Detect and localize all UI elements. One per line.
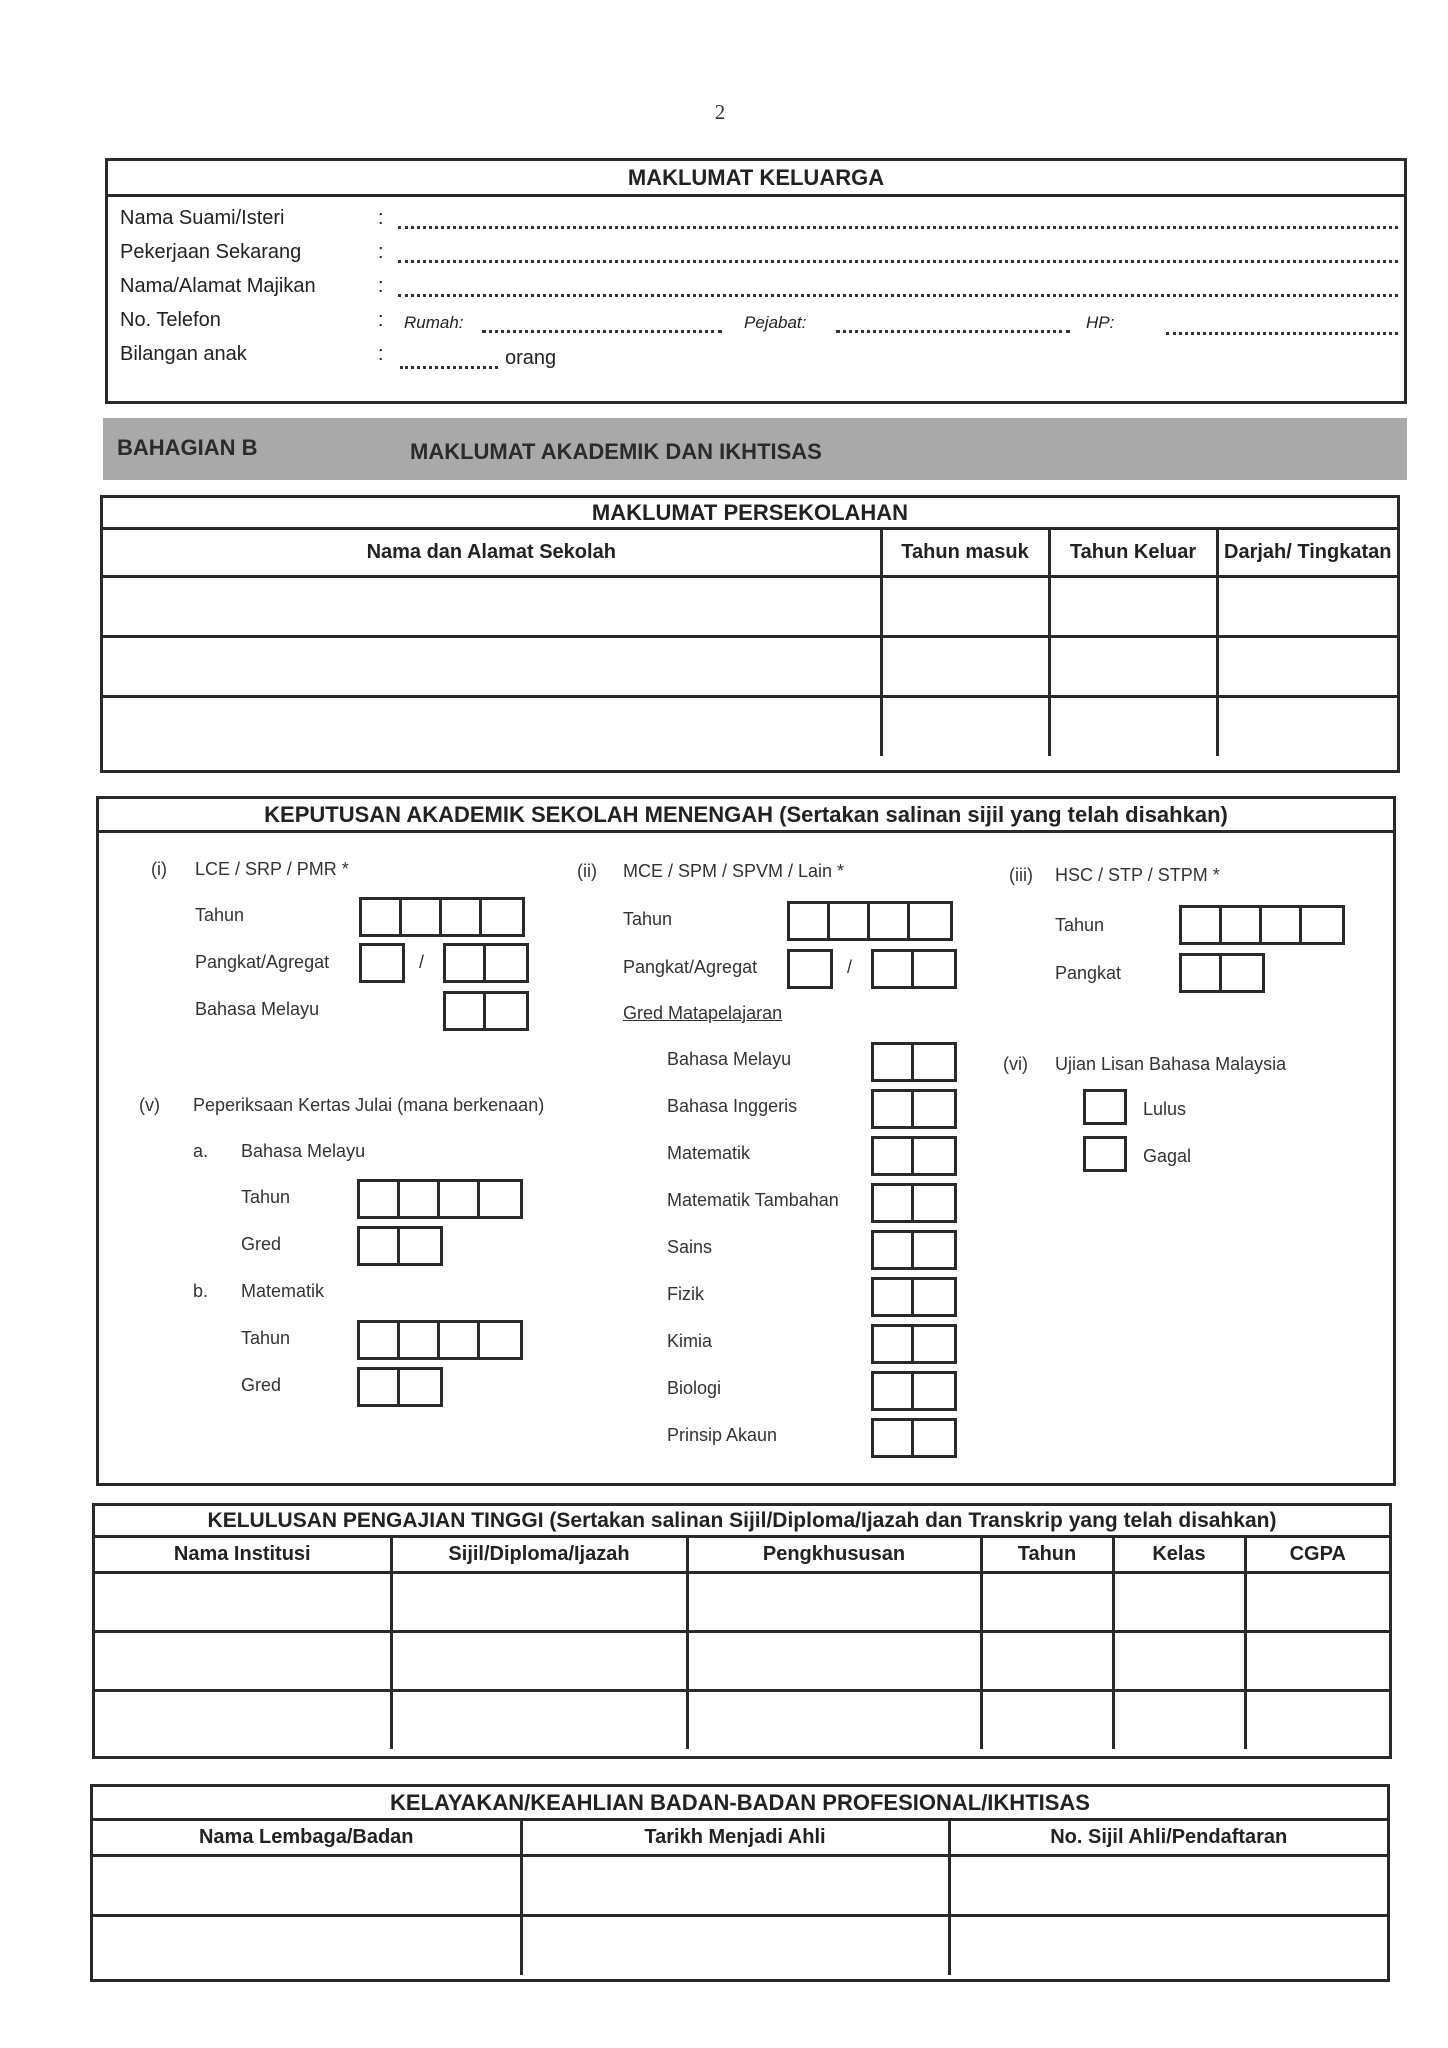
form-level-cell[interactable] <box>1217 636 1397 696</box>
upper-year-label: Tahun <box>623 909 673 929</box>
professional-header-row <box>93 1821 1387 1855</box>
section-b-title: MAKLUMAT AKADEMIK DAN IKHTISAS <box>410 439 822 464</box>
table-row <box>93 1855 1387 1915</box>
subject-grades-heading: Gred Matapelajaran <box>623 1003 783 1023</box>
section-b-header <box>103 418 1407 480</box>
certificate-no-cell[interactable] <box>949 1855 1387 1915</box>
lower-year-boxes[interactable] <box>359 897 525 937</box>
digit-box[interactable] <box>480 1323 520 1357</box>
current-job-label: Pekerjaan Sekarang <box>120 241 302 263</box>
digit-box[interactable] <box>870 904 910 938</box>
col-year: Tahun <box>981 1538 1113 1572</box>
school-name-cell[interactable] <box>103 636 881 696</box>
digit-box[interactable] <box>914 1421 954 1455</box>
subject-label: Kimia <box>667 1331 713 1351</box>
class-cell[interactable] <box>1113 1572 1245 1631</box>
col-specialization: Pengkhususan <box>687 1538 981 1572</box>
july-a-grade-label: Gred <box>241 1234 282 1254</box>
institution-cell[interactable] <box>95 1690 391 1749</box>
higher-education-section <box>92 1503 1392 1759</box>
section-b-code: BAHAGIAN B <box>117 435 258 460</box>
july-b-letter: b. <box>193 1281 209 1301</box>
year-in-cell[interactable] <box>881 636 1049 696</box>
col-institution: Nama Institusi <box>95 1538 391 1572</box>
mobile-phone-label: HP: <box>1086 313 1115 332</box>
col-certificate-no: No. Sijil Ahli/Pendaftaran <box>949 1821 1387 1855</box>
cgpa-cell[interactable] <box>1245 1572 1389 1631</box>
digit-box[interactable] <box>874 1139 914 1173</box>
body-name-cell[interactable] <box>93 1915 521 1975</box>
slash: / <box>419 952 425 972</box>
col-certificate: Sijil/Diploma/Ijazah <box>391 1538 687 1572</box>
subject-grade-boxes[interactable] <box>871 1324 957 1364</box>
digit-box[interactable] <box>362 946 402 980</box>
july-b-year-boxes[interactable] <box>357 1320 523 1360</box>
digit-box[interactable] <box>1302 908 1342 942</box>
upper-year-boxes[interactable] <box>787 901 953 941</box>
institution-cell[interactable] <box>95 1631 391 1690</box>
school-name-cell[interactable] <box>103 576 881 636</box>
digit-box[interactable] <box>914 1186 954 1220</box>
subject-label: Fizik <box>667 1284 704 1304</box>
col-cgpa: CGPA <box>1245 1538 1389 1572</box>
colon: : <box>378 241 384 263</box>
subject-label: Matematik Tambahan <box>667 1190 839 1210</box>
table-row <box>103 696 1397 756</box>
digit-box[interactable] <box>400 1182 440 1216</box>
subject-label: Sains <box>667 1237 713 1257</box>
family-info-section <box>105 158 1407 404</box>
digit-box[interactable] <box>1182 956 1222 990</box>
digit-box[interactable] <box>446 946 486 980</box>
family-info-title: MAKLUMAT KELUARGA <box>108 161 1404 197</box>
year-out-cell[interactable] <box>1049 636 1217 696</box>
digit-box[interactable] <box>874 1327 914 1361</box>
upper-title: MCE / SPM / SPVM / Lain * <box>623 861 845 881</box>
digit-box[interactable] <box>400 1370 440 1404</box>
school-name-cell[interactable] <box>103 696 881 756</box>
digit-box[interactable] <box>486 994 526 1028</box>
professional-membership-title: KELAYAKAN/KEAHLIAN BADAN-BADAN PROFESIONAL/IKHTISAS <box>93 1787 1387 1821</box>
subject-grade-boxes[interactable] <box>871 1277 957 1317</box>
table-row <box>95 1690 1389 1749</box>
digit-box[interactable] <box>1222 908 1262 942</box>
institution-cell[interactable] <box>95 1572 391 1631</box>
year-in-cell[interactable] <box>881 696 1049 756</box>
subject-grade-boxes[interactable] <box>871 1042 957 1082</box>
subject-label: Matematik <box>667 1143 751 1163</box>
lower-title: LCE / SRP / PMR * <box>195 859 349 879</box>
home-phone-field[interactable] <box>482 329 722 333</box>
july-a-year-boxes[interactable] <box>357 1179 523 1219</box>
current-job-row <box>120 237 1398 271</box>
july-a-year-label: Tahun <box>241 1187 291 1207</box>
digit-box[interactable] <box>874 1092 914 1126</box>
subject-grade-boxes[interactable] <box>871 1418 957 1458</box>
col-form-level: Darjah/ Tingkatan <box>1217 530 1397 576</box>
digit-box[interactable] <box>360 1370 400 1404</box>
lower-grade-box[interactable] <box>359 943 405 983</box>
col-year-out: Tahun Keluar <box>1049 530 1217 576</box>
class-cell[interactable] <box>1113 1690 1245 1749</box>
col-school-name: Nama dan Alamat Sekolah <box>103 530 881 576</box>
member-date-cell[interactable] <box>521 1855 949 1915</box>
july-b-grade-boxes[interactable] <box>357 1367 443 1407</box>
phone-row <box>120 305 1398 339</box>
digit-box[interactable] <box>362 900 402 934</box>
digit-box[interactable] <box>914 1092 954 1126</box>
fail-checkbox[interactable] <box>1083 1136 1127 1172</box>
digit-box[interactable] <box>914 1374 954 1408</box>
colon: : <box>378 275 384 297</box>
upper-num: (ii) <box>577 861 597 881</box>
form-level-cell[interactable] <box>1217 696 1397 756</box>
certificate-cell[interactable] <box>391 1631 687 1690</box>
specialization-cell[interactable] <box>687 1631 981 1690</box>
colon: : <box>378 343 384 365</box>
higher-education-header-row <box>95 1538 1389 1572</box>
employer-row <box>120 271 1398 305</box>
employer-field[interactable] <box>398 293 1398 297</box>
digit-box[interactable] <box>790 904 830 938</box>
children-label: Bilangan anak <box>120 343 247 365</box>
current-job-field[interactable] <box>398 259 1398 263</box>
children-count-field[interactable] <box>400 365 498 369</box>
year-in-cell[interactable] <box>881 576 1049 636</box>
higher-grade-label: Pangkat <box>1055 963 1122 983</box>
member-date-cell[interactable] <box>521 1915 949 1975</box>
col-body-name: Nama Lembaga/Badan <box>93 1821 521 1855</box>
specialization-cell[interactable] <box>687 1572 981 1631</box>
digit-box[interactable] <box>360 1182 400 1216</box>
lower-bm-boxes[interactable] <box>443 991 529 1031</box>
digit-box[interactable] <box>914 1139 954 1173</box>
phone-label: No. Telefon <box>120 309 221 331</box>
digit-box[interactable] <box>400 1323 440 1357</box>
digit-box[interactable] <box>360 1229 400 1263</box>
digit-box[interactable] <box>874 1421 914 1455</box>
year-cell[interactable] <box>981 1690 1113 1749</box>
pass-checkbox[interactable] <box>1083 1089 1127 1125</box>
digit-box[interactable] <box>486 946 526 980</box>
subject-grade-boxes[interactable] <box>871 1136 957 1176</box>
digit-box[interactable] <box>446 994 486 1028</box>
home-phone-label: Rumah: <box>404 313 464 332</box>
july-num: (v) <box>139 1095 160 1115</box>
july-b-subject: Matematik <box>241 1281 325 1301</box>
digit-box[interactable] <box>790 952 830 986</box>
lower-grade-label: Pangkat/Agregat <box>195 952 330 972</box>
body-name-cell[interactable] <box>93 1855 521 1915</box>
table-row <box>95 1631 1389 1690</box>
higher-education-table <box>95 1538 1389 1749</box>
spouse-name-label: Nama Suami/Isteri <box>120 207 285 229</box>
page-number: 2 <box>714 100 726 124</box>
digit-box[interactable] <box>874 952 914 986</box>
subject-label: Prinsip Akaun <box>667 1425 778 1445</box>
professional-membership-section <box>90 1784 1390 1982</box>
subject-grade-boxes[interactable] <box>871 1371 957 1411</box>
digit-box[interactable] <box>874 1280 914 1314</box>
table-row <box>103 636 1397 696</box>
col-class: Kelas <box>1113 1538 1245 1572</box>
digit-box[interactable] <box>1182 908 1222 942</box>
digit-box[interactable] <box>480 1182 520 1216</box>
digit-box[interactable] <box>1262 908 1302 942</box>
digit-box[interactable] <box>440 1182 480 1216</box>
subject-label: Bahasa Melayu <box>667 1049 792 1069</box>
digit-box[interactable] <box>402 900 442 934</box>
digit-box[interactable] <box>874 1233 914 1267</box>
july-b-year-label: Tahun <box>241 1328 291 1348</box>
higher-year-boxes[interactable] <box>1179 905 1345 945</box>
secondary-results-title: KEPUTUSAN AKADEMIK SEKOLAH MENENGAH (Sertakan salinan sijil yang telah disahkan) <box>99 799 1393 833</box>
digit-box[interactable] <box>874 1186 914 1220</box>
digit-box[interactable] <box>440 1323 480 1357</box>
children-row <box>120 339 1398 373</box>
subject-grade-boxes[interactable] <box>871 1183 957 1223</box>
fail-label: Gagal <box>1143 1146 1192 1166</box>
higher-num: (iii) <box>1009 865 1033 885</box>
subject-grade-boxes[interactable] <box>871 1230 957 1270</box>
july-a-grade-boxes[interactable] <box>357 1226 443 1266</box>
higher-grade-boxes[interactable] <box>1179 953 1265 993</box>
digit-box[interactable] <box>910 904 950 938</box>
oral-num: (vi) <box>1003 1054 1028 1074</box>
table-row <box>95 1572 1389 1631</box>
upper-grade-box[interactable] <box>787 949 833 989</box>
certificate-no-cell[interactable] <box>949 1915 1387 1975</box>
digit-box[interactable] <box>914 952 954 986</box>
subject-grade-boxes[interactable] <box>871 1089 957 1129</box>
col-year-in: Tahun masuk <box>881 530 1049 576</box>
spouse-name-field[interactable] <box>398 225 1398 229</box>
mobile-phone-field[interactable] <box>1166 331 1398 335</box>
cgpa-cell[interactable] <box>1245 1631 1389 1690</box>
digit-box[interactable] <box>442 900 482 934</box>
lower-bm-label: Bahasa Melayu <box>195 999 320 1019</box>
employer-label: Nama/Alamat Majikan <box>120 275 316 297</box>
certificate-cell[interactable] <box>391 1690 687 1749</box>
july-a-subject: Bahasa Melayu <box>241 1141 366 1161</box>
digit-box[interactable] <box>360 1323 400 1357</box>
schooling-header-row <box>103 530 1397 576</box>
lower-num: (i) <box>151 859 167 879</box>
schooling-section <box>100 495 1400 773</box>
subject-label: Bahasa Inggeris <box>667 1096 798 1116</box>
class-cell[interactable] <box>1113 1631 1245 1690</box>
table-row <box>103 576 1397 636</box>
digit-box[interactable] <box>874 1374 914 1408</box>
digit-box[interactable] <box>874 1045 914 1079</box>
lower-aggregate-boxes[interactable] <box>443 943 529 983</box>
lower-year-label: Tahun <box>195 905 245 925</box>
oral-title: Ujian Lisan Bahasa Malaysia <box>1055 1054 1287 1074</box>
colon: : <box>378 309 384 331</box>
cgpa-cell[interactable] <box>1245 1690 1389 1749</box>
specialization-cell[interactable] <box>687 1690 981 1749</box>
july-b-grade-label: Gred <box>241 1375 282 1395</box>
year-out-cell[interactable] <box>1049 696 1217 756</box>
digit-box[interactable] <box>482 900 522 934</box>
july-title: Peperiksaan Kertas Julai (mana berkenaan) <box>193 1095 545 1115</box>
colon: : <box>378 207 384 229</box>
upper-aggregate-boxes[interactable] <box>871 949 957 989</box>
digit-box[interactable] <box>400 1229 440 1263</box>
pass-label: Lulus <box>1143 1099 1187 1119</box>
office-phone-field[interactable] <box>836 329 1070 333</box>
digit-box[interactable] <box>914 1045 954 1079</box>
professional-table <box>93 1821 1387 1975</box>
col-member-date: Tarikh Menjadi Ahli <box>521 1821 949 1855</box>
digit-box[interactable] <box>914 1233 954 1267</box>
spouse-name-row <box>120 203 1398 237</box>
july-a-letter: a. <box>193 1141 209 1161</box>
table-row <box>93 1915 1387 1975</box>
digit-box[interactable] <box>1222 956 1262 990</box>
children-unit: orang <box>505 347 557 369</box>
certificate-cell[interactable] <box>391 1572 687 1631</box>
office-phone-label: Pejabat: <box>744 313 807 332</box>
form-level-cell[interactable] <box>1217 576 1397 636</box>
schooling-table <box>103 530 1397 756</box>
higher-title: HSC / STP / STPM * <box>1055 865 1220 885</box>
slash: / <box>847 957 853 977</box>
digit-box[interactable] <box>830 904 870 938</box>
subject-label: Biologi <box>667 1378 722 1398</box>
digit-box[interactable] <box>914 1280 954 1314</box>
year-cell[interactable] <box>981 1572 1113 1631</box>
schooling-title: MAKLUMAT PERSEKOLAHAN <box>103 498 1397 530</box>
upper-grade-label: Pangkat/Agregat <box>623 957 758 977</box>
higher-education-title: KELULUSAN PENGAJIAN TINGGI (Sertakan salinan Sijil/Diploma/Ijazah dan Transkrip yang telah disahkan) <box>95 1506 1389 1538</box>
higher-year-label: Tahun <box>1055 915 1105 935</box>
digit-box[interactable] <box>914 1327 954 1361</box>
year-out-cell[interactable] <box>1049 576 1217 636</box>
year-cell[interactable] <box>981 1631 1113 1690</box>
secondary-results-section <box>96 796 1396 1486</box>
